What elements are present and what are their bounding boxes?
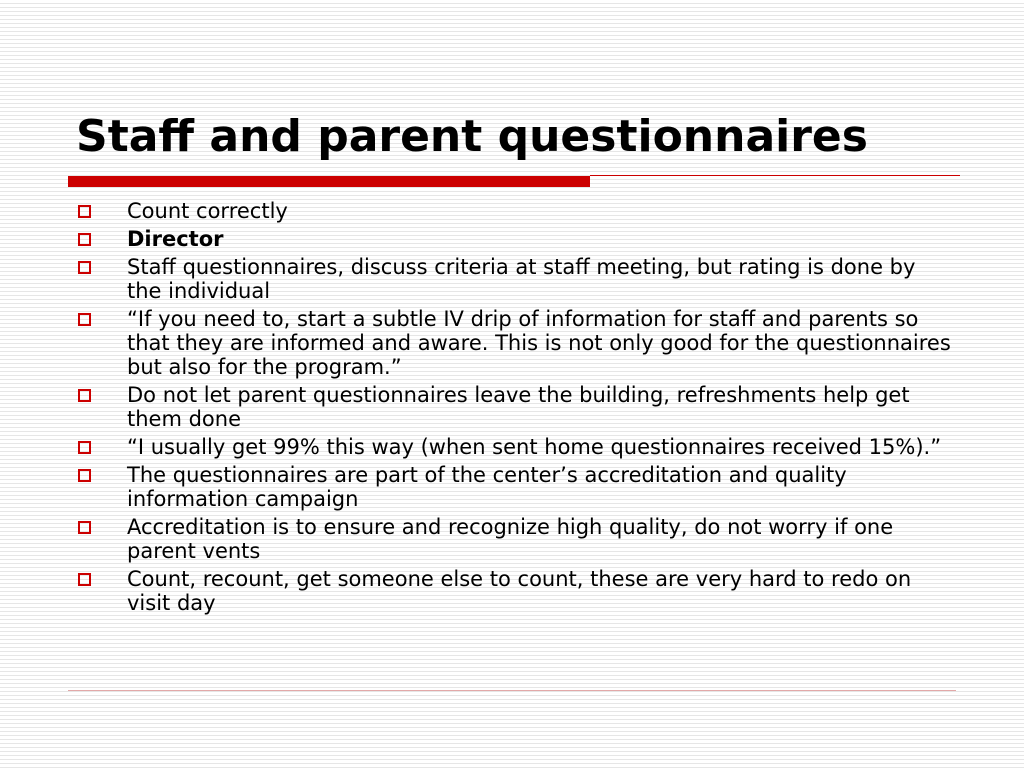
slide-title: Staff and parent questionnaires [76, 111, 868, 162]
bullet-item [76, 383, 956, 431]
bullet-item [76, 463, 956, 511]
footer-divider [68, 690, 956, 691]
bullet-item [76, 255, 956, 303]
hollow-square-icon [78, 205, 91, 218]
title-underline-thick [68, 176, 590, 187]
hollow-square-icon [78, 441, 91, 454]
hollow-square-icon [78, 521, 91, 534]
bullet-text: Director [127, 227, 224, 251]
bullet-text: “If you need to, start a subtle IV drip of information for staff and parents so that they are informed and aware. This is not only good for the questionnaires but also for the program.” [127, 307, 951, 379]
bullet-text: “I usually get 99% this way (when sent home questionnaires received 15%).” [127, 435, 942, 459]
hollow-square-icon [78, 469, 91, 482]
bullet-text: Count correctly [127, 199, 288, 223]
bullet-item [76, 227, 956, 251]
hollow-square-icon [78, 261, 91, 274]
bullet-item [76, 199, 956, 223]
title-underline-thin [590, 175, 960, 176]
hollow-square-icon [78, 313, 91, 326]
bullet-text: Accreditation is to ensure and recognize high quality, do not worry if one parent vents [127, 515, 894, 563]
bullet-text: Do not let parent questionnaires leave the building, refreshments help get them done [127, 383, 910, 431]
bullet-item [76, 435, 956, 459]
hollow-square-icon [78, 389, 91, 402]
hollow-square-icon [78, 233, 91, 246]
bullet-text: Staff questionnaires, discuss criteria at staff meeting, but rating is done by the individual [127, 255, 916, 303]
bullet-item [76, 307, 956, 379]
hollow-square-icon [78, 573, 91, 586]
bullet-item [76, 567, 956, 615]
bullet-text: Count, recount, get someone else to count, these are very hard to redo on visit day [127, 567, 912, 615]
bullet-text: The questionnaires are part of the center’s accreditation and quality information campaign [127, 463, 847, 511]
bullet-item [76, 515, 956, 563]
bullet-list [76, 199, 956, 619]
